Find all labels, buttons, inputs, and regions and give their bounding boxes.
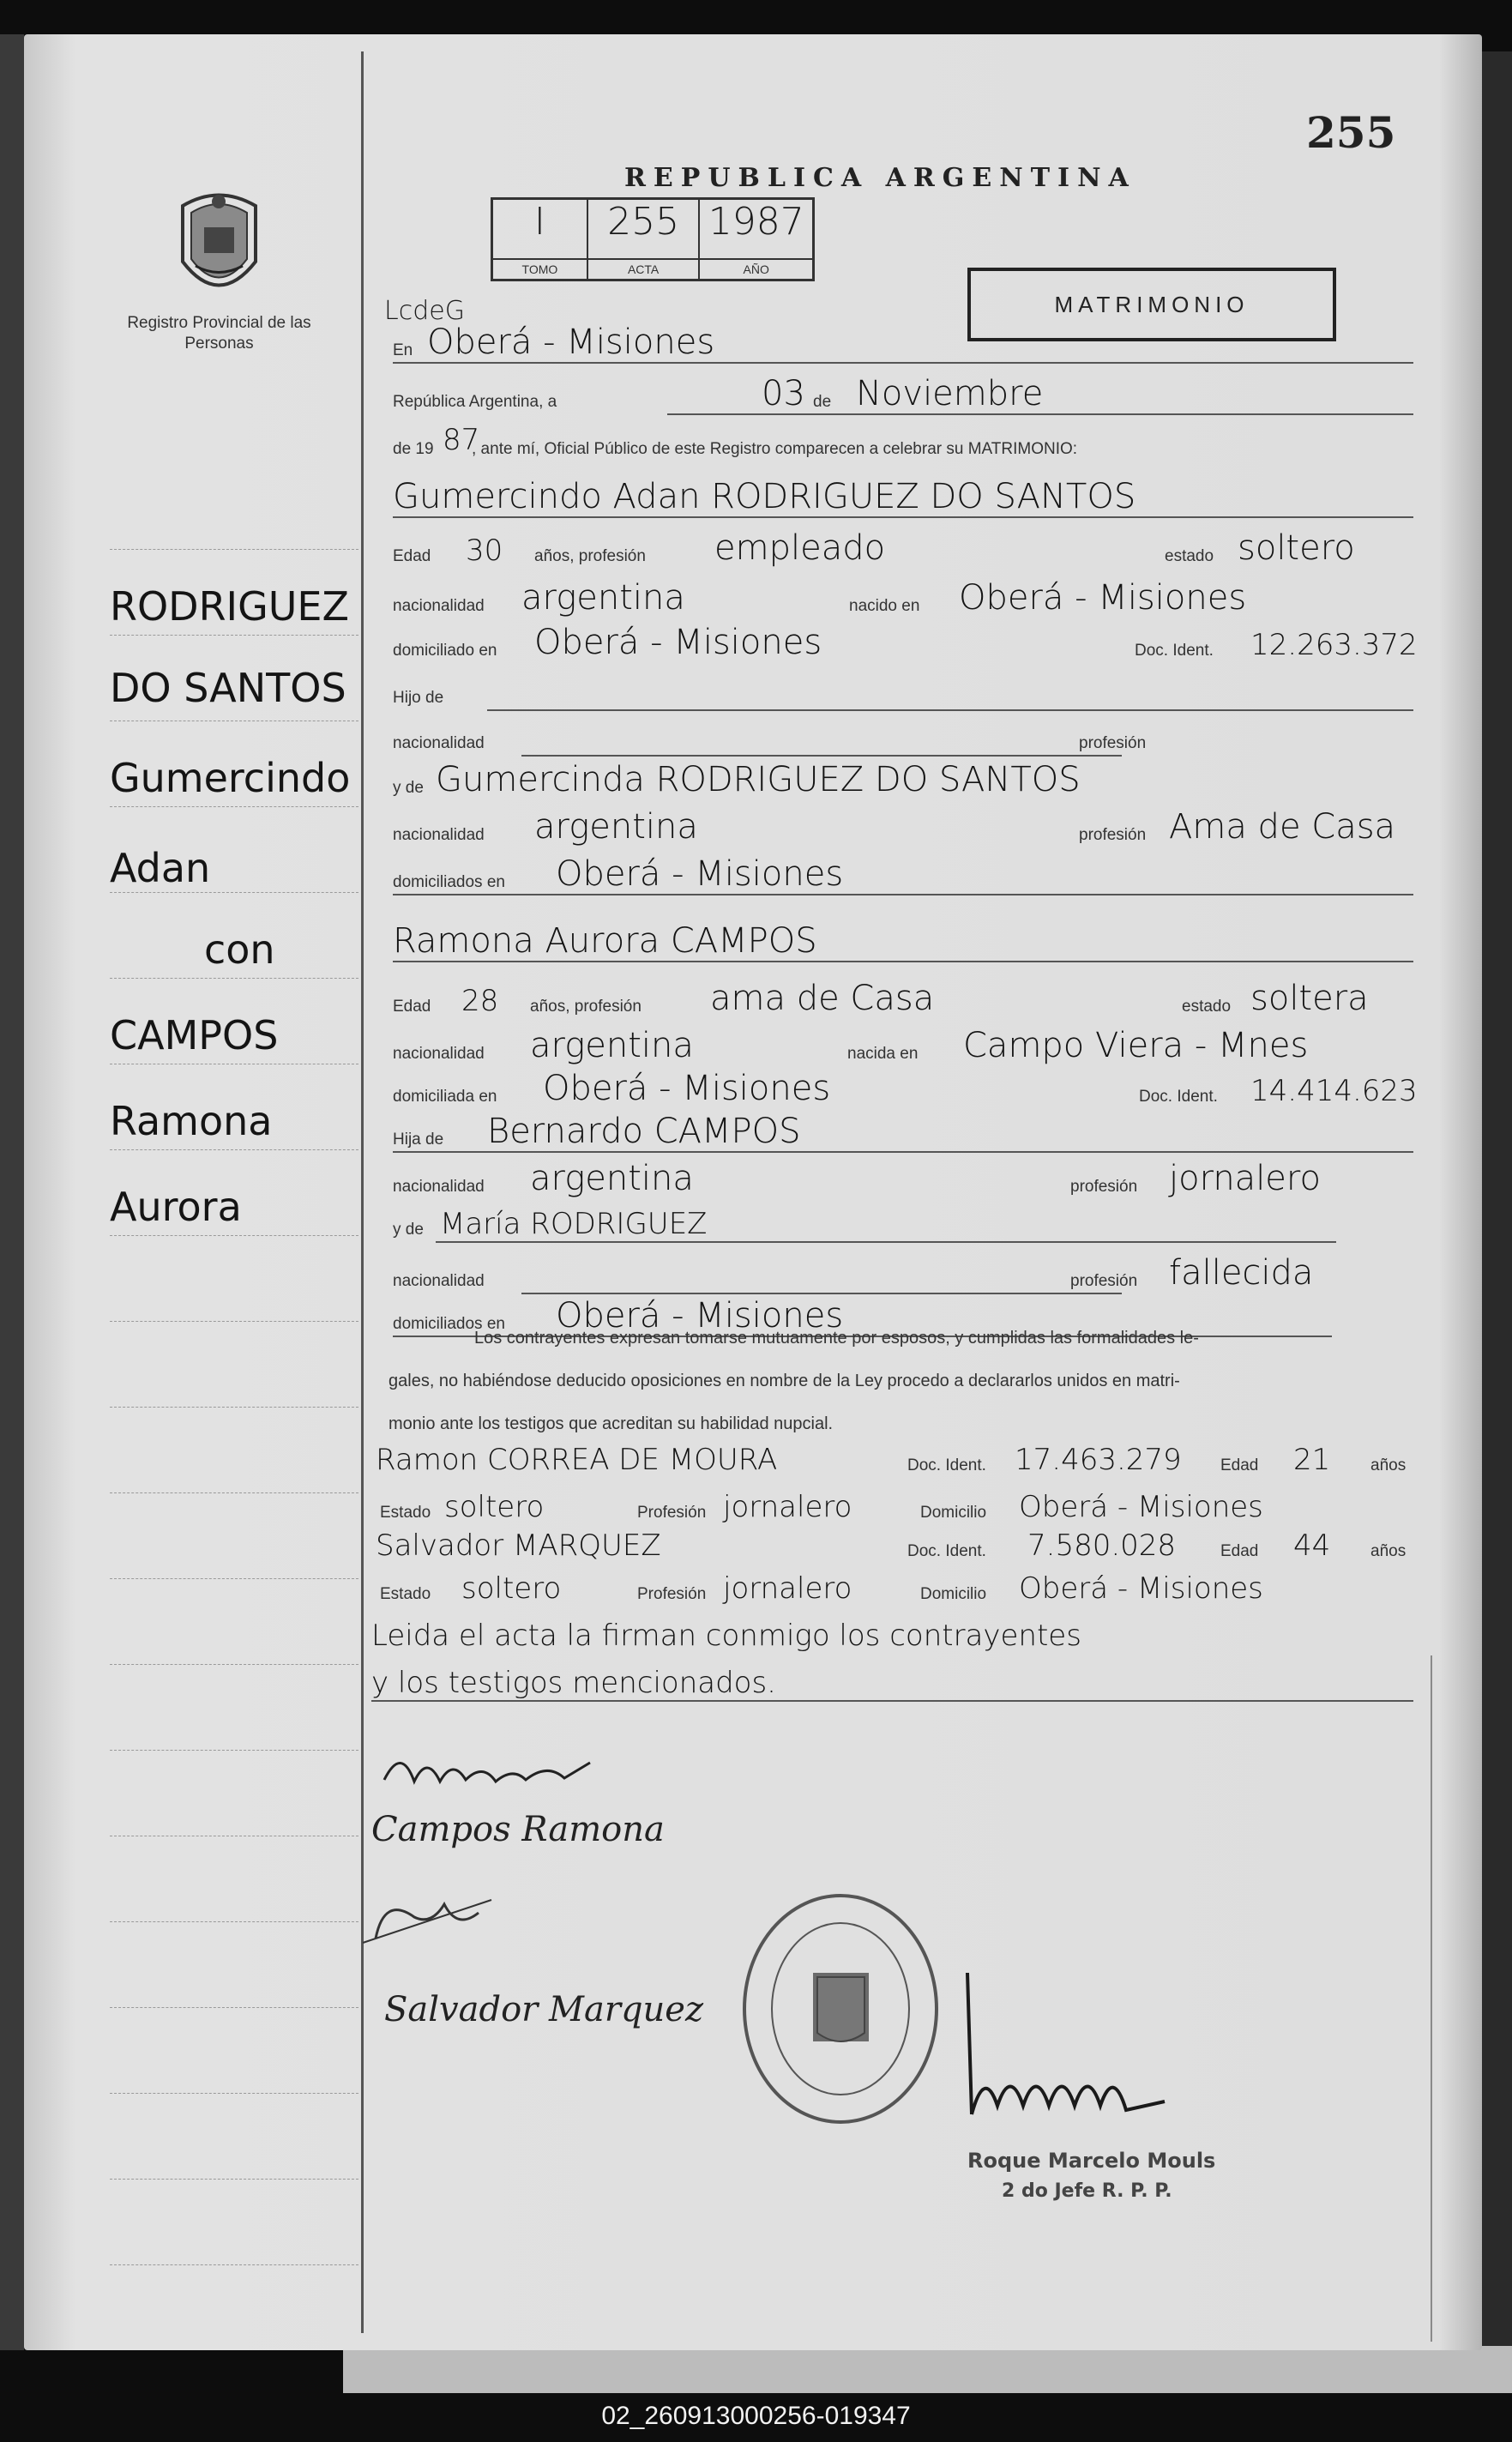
- groom-domicile: Oberá - Misiones: [534, 623, 822, 662]
- acta-value: 255: [607, 200, 680, 244]
- margin-rule: [110, 1321, 358, 1322]
- groom-nationality: argentina: [521, 578, 685, 618]
- witness1-state: soltero: [444, 1490, 545, 1524]
- year-suffix: 87: [443, 423, 480, 457]
- place-value: Oberá - Misiones: [427, 323, 715, 362]
- bride-parents-dom: Oberá - Misiones: [556, 1296, 844, 1336]
- margin-rule: [110, 549, 358, 550]
- margin-rule: [110, 2264, 358, 2265]
- declaration-line-1: Los contrayentes expresan tomarse mutuamente por esposos, y cumplidas las formalidades le-: [474, 1329, 1199, 1348]
- page-bottom-strip: [343, 2346, 1512, 2393]
- date-day: 03: [762, 374, 805, 413]
- bride-name-row: [393, 921, 1413, 962]
- margin-rule: [110, 1407, 358, 1408]
- groom-father-nat-row: [393, 719, 1413, 757]
- bride-father-nat-row: [393, 1159, 1413, 1200]
- witness2-name: Salvador MARQUEZ: [376, 1529, 661, 1563]
- province-emblem-icon: [174, 180, 264, 313]
- intro-text: , ante mí, Oficial Público de este Registro comparecen a celebrar su MATRIMONIO:: [472, 440, 1078, 458]
- margin-rule: [110, 1921, 358, 1922]
- witness2-prof-label: Profesión: [637, 1585, 707, 1603]
- groom-age: 30: [466, 534, 503, 568]
- groom-profession: empleado: [714, 528, 886, 568]
- bride-mother-label: y de: [393, 1221, 424, 1239]
- witness2-signature: Salvador Marquez: [384, 1990, 704, 2029]
- official-title: 2 do Jefe R. P. P.: [1002, 2180, 1172, 2202]
- groom-mother-row: [393, 760, 1413, 801]
- bride-mother-nat-row: [393, 1253, 1413, 1294]
- official-signature: [950, 1964, 1208, 2144]
- witness2-dom-label: Domicilio: [920, 1585, 987, 1603]
- right-margin-line: [1431, 1655, 1432, 2342]
- margin-rule: [110, 1664, 358, 1665]
- official-seal-icon: [740, 1891, 942, 2127]
- margin-given-1: Gumercindo: [110, 755, 351, 801]
- date-de: de: [813, 393, 832, 411]
- bride-profession: ama de Casa: [710, 979, 935, 1018]
- groom-nat-label: nacionalidad: [393, 597, 485, 615]
- witness1-prof-label: Profesión: [637, 1504, 707, 1522]
- witness1-doc: 17.463.279: [1015, 1443, 1182, 1477]
- acta-cell: [588, 200, 701, 279]
- groom-father-row: [393, 673, 1413, 711]
- witness1-age-label: Edad: [1220, 1456, 1259, 1474]
- date-prefix: República Argentina, a: [393, 393, 557, 411]
- margin-rule: [110, 2179, 358, 2180]
- groom-dom-label: domiciliado en: [393, 642, 497, 660]
- witness1-years-label: años: [1370, 1456, 1407, 1474]
- intro-row: [393, 425, 1413, 462]
- record-number-box: [491, 197, 815, 281]
- witness1-age: 21: [1293, 1443, 1331, 1477]
- groom-doc-label: Doc. Ident.: [1135, 642, 1214, 660]
- margin-surname-bride: CAMPOS: [110, 1012, 279, 1058]
- witness2-years-label: años: [1370, 1542, 1407, 1560]
- date-row: [393, 374, 1413, 415]
- groom-father-label: Hijo de: [393, 689, 444, 707]
- groom-age-row: [393, 528, 1413, 570]
- anio-label: AÑO: [700, 258, 812, 279]
- margin-rule: [110, 1750, 358, 1751]
- margin-divider: [361, 51, 364, 2333]
- witness1-state-label: Estado: [380, 1504, 431, 1522]
- place-label: En: [393, 341, 413, 359]
- page-number: 255: [1306, 107, 1396, 158]
- groom-parents-dom-row: [393, 854, 1413, 895]
- bride-born: Campo Viera - Mnes: [963, 1026, 1309, 1065]
- place-row: [393, 323, 1413, 364]
- groom-mother-prof: Ama de Casa: [1169, 807, 1396, 847]
- groom-mother-nat-row: [393, 807, 1413, 848]
- tomo-value: I: [533, 200, 545, 244]
- bride-nat-row: [393, 1026, 1413, 1067]
- margin-rule: [110, 1235, 358, 1236]
- witness2-doc-label: Doc. Ident.: [907, 1542, 986, 1560]
- witness2-doc: 7.580.028: [1027, 1529, 1177, 1563]
- witness1-signature: [350, 1878, 504, 1964]
- bride-nationality: argentina: [530, 1026, 694, 1065]
- margin-rule: [110, 1578, 358, 1579]
- register-page: [24, 34, 1482, 2350]
- official-name: Roque Marcelo Mouls: [967, 2149, 1216, 2173]
- witness2-details-row: [380, 1570, 1413, 1607]
- witness1-doc-label: Doc. Ident.: [907, 1456, 986, 1474]
- declaration-text: [389, 1317, 1422, 1445]
- bride-father-prof: jornalero: [1169, 1159, 1321, 1198]
- bride-signature: Campos Ramona: [371, 1810, 665, 1849]
- margin-rule: [110, 806, 358, 807]
- registry-name: Registro Provincial de las Personas: [127, 314, 311, 353]
- margin-surname-1: RODRIGUEZ: [110, 583, 350, 630]
- groom-mother-nat: argentina: [534, 807, 698, 847]
- tomo-label: TOMO: [493, 258, 587, 279]
- anio-value: 1987: [708, 200, 804, 244]
- groom-state-label: estado: [1165, 547, 1214, 565]
- groom-signature: [367, 1728, 642, 1810]
- margin-rule: [110, 892, 358, 893]
- witness2-domicile: Oberá - Misiones: [1019, 1571, 1263, 1606]
- closing-line-2: y los testigos mencionados.: [371, 1666, 776, 1700]
- margin-given-2: Adan: [110, 845, 211, 891]
- margin-given-bride-2: Aurora: [110, 1184, 242, 1230]
- bride-name: Ramona Aurora CAMPOS: [393, 921, 817, 961]
- bride-father-prof-label: profesión: [1070, 1178, 1138, 1196]
- closing-row-2: [371, 1664, 1413, 1702]
- margin-rule: [110, 978, 358, 979]
- bride-state: soltera: [1250, 979, 1369, 1018]
- groom-parents-dom: Oberá - Misiones: [556, 854, 844, 894]
- witness2-profession: jornalero: [723, 1571, 852, 1606]
- groom-age-label: Edad: [393, 547, 431, 565]
- tomo-cell: [493, 200, 588, 279]
- groom-name-row: [393, 477, 1413, 518]
- declaration-line-3: monio ante los testigos que acreditan su habilidad nupcial.: [389, 1414, 834, 1433]
- groom-mother-label: y de: [393, 779, 424, 797]
- bride-prof-label: años, profesión: [530, 998, 642, 1016]
- groom-prof-label: años, profesión: [534, 547, 646, 565]
- bride-father-nat: argentina: [530, 1159, 694, 1198]
- bride-dom-row: [393, 1069, 1418, 1110]
- witness1-profession: jornalero: [723, 1490, 852, 1524]
- bride-parents-dom-label: domiciliados en: [393, 1315, 505, 1333]
- declaration-line-2: gales, no habiéndose deducido oposiciones en nombre de la Ley procedo a declararlos unidos en matri-: [389, 1372, 1180, 1390]
- year-prefix: de 19: [393, 440, 434, 458]
- bride-mother-prof-label: profesión: [1070, 1272, 1138, 1290]
- bride-mother: María RODRIGUEZ: [440, 1207, 708, 1241]
- acta-label: ACTA: [588, 258, 699, 279]
- record-type-box: MATRIMONIO: [967, 268, 1336, 341]
- margin-rule: [110, 635, 358, 636]
- anio-cell: [700, 200, 812, 279]
- margin-rule: [110, 2093, 358, 2094]
- margin-given-bride-1: Ramona: [110, 1098, 273, 1144]
- margin-rule: [110, 1492, 358, 1493]
- bride-dom-label: domiciliada en: [393, 1088, 497, 1106]
- bride-father-label: Hija de: [393, 1131, 444, 1149]
- witness2-state: soltero: [461, 1571, 562, 1606]
- margin-code: LcdeG: [384, 296, 465, 326]
- book-spine: [0, 34, 24, 2350]
- groom-born-label: nacido en: [849, 597, 920, 615]
- margin-con: con: [204, 926, 275, 973]
- groom-born: Oberá - Misiones: [959, 578, 1247, 618]
- closing-line-1: Leida el acta la firman conmigo los contrayentes: [371, 1619, 1081, 1653]
- witness1-domicile: Oberá - Misiones: [1019, 1490, 1263, 1524]
- bride-mother-prof: fallecida: [1169, 1253, 1314, 1293]
- witness1-name: Ramon CORREA DE MOURA: [376, 1443, 778, 1477]
- bride-father-nat-label: nacionalidad: [393, 1178, 485, 1196]
- groom-mother-prof-label: profesión: [1079, 826, 1147, 844]
- groom-nat-row: [393, 578, 1413, 619]
- bride-age-label: Edad: [393, 998, 431, 1016]
- witness1-details-row: [380, 1488, 1413, 1526]
- groom-state: soltero: [1238, 528, 1355, 568]
- bride-born-label: nacida en: [847, 1045, 919, 1063]
- witness2-age: 44: [1293, 1529, 1331, 1563]
- book-edge: [1482, 51, 1512, 2350]
- groom-name: Gumercindo Adan RODRIGUEZ DO SANTOS: [393, 477, 1136, 516]
- groom-father-prof-label: profesión: [1079, 734, 1147, 752]
- bride-age-row: [393, 979, 1413, 1020]
- bride-domicile: Oberá - Misiones: [543, 1069, 831, 1108]
- margin-surname-2: DO SANTOS: [110, 665, 346, 711]
- witness1-dom-label: Domicilio: [920, 1504, 987, 1522]
- country-heading: REPUBLICA ARGENTINA: [624, 163, 1136, 193]
- date-month: Noviembre: [856, 374, 1044, 413]
- bride-father-row: [393, 1112, 1413, 1153]
- witness2-state-label: Estado: [380, 1585, 431, 1603]
- groom-doc: 12.263.372: [1250, 628, 1418, 662]
- bride-nat-label: nacionalidad: [393, 1045, 485, 1063]
- groom-dom-row: [393, 623, 1418, 664]
- groom-parents-dom-label: domiciliados en: [393, 873, 505, 891]
- groom-mother: Gumercinda RODRIGUEZ DO SANTOS: [436, 760, 1081, 799]
- margin-rule: [110, 1149, 358, 1150]
- groom-mother-nat-label: nacionalidad: [393, 826, 485, 844]
- witness2-age-label: Edad: [1220, 1542, 1259, 1560]
- bride-state-label: estado: [1182, 998, 1232, 1016]
- margin-rule: [110, 2007, 358, 2008]
- bride-doc-label: Doc. Ident.: [1139, 1088, 1218, 1106]
- bride-mother-nat-label: nacionalidad: [393, 1272, 485, 1290]
- bride-doc: 14.414.623: [1250, 1074, 1418, 1108]
- document-id: 02_260913000256-019347: [601, 2402, 911, 2430]
- witness1-name-row: [376, 1441, 1413, 1479]
- bride-father: Bernardo CAMPOS: [487, 1112, 801, 1151]
- closing-row-1: [371, 1617, 1413, 1655]
- bride-age: 28: [461, 984, 499, 1018]
- groom-father-nat-label: nacionalidad: [393, 734, 485, 752]
- witness2-name-row: [376, 1527, 1413, 1565]
- bride-mother-row: [393, 1205, 1413, 1243]
